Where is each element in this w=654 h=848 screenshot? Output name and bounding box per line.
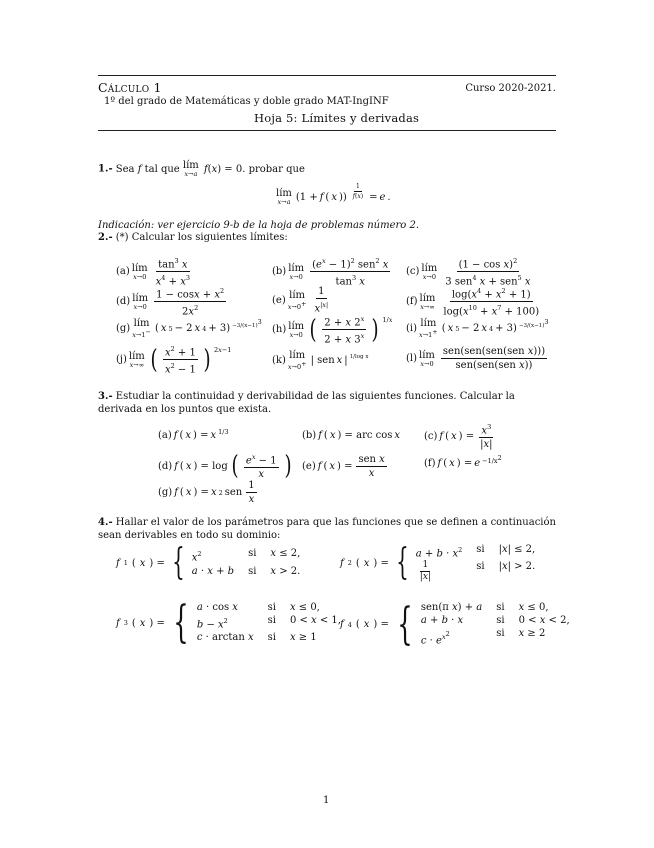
limit-e: (e) lím x→0+ $\frac{1}{x^{|x|}}$ bbox=[272, 286, 329, 315]
limit-b: (b) lím x→0 $\frac{(e^x - 1)^2 sen^2 x}{\tan^3 x}$ bbox=[272, 257, 389, 288]
function-3a: (a) f ( x ) = x $^{1/3}$ bbox=[158, 427, 229, 441]
course-title: Cálculo 1 bbox=[98, 80, 162, 95]
limit-k: (k) lím x→0+ | sen x | $^{1/log x}$ bbox=[272, 350, 369, 372]
header-bottom-rule bbox=[98, 130, 556, 131]
problem-1-statement bbox=[98, 160, 305, 178]
problem-1-number: 1.- bbox=[98, 163, 113, 175]
problem-2-text: (*) Calcular los siguientes límites: bbox=[115, 232, 288, 243]
limit-h: (h) lím x→0 ( $\frac{2 + x 2^x}{2 + x 3^x}$ ) $^{1/x}$ bbox=[272, 314, 393, 346]
page-number: 1 bbox=[323, 795, 330, 806]
limit-c: (c) lím x→0 $\frac{(1 - \cos x)^2}{3 sen^4 x + sen^5 x}$ bbox=[406, 257, 531, 288]
problem-3-statement bbox=[98, 390, 556, 416]
limit-g: (g) lím x→1− ( x 5 − 2 x 4 + 3) $^{-3/(x-1)^3}$ bbox=[116, 318, 262, 340]
problem-2-statement bbox=[98, 232, 288, 243]
degree-line: 1º del grado de Matemáticas y doble grado MAT-IngINF bbox=[104, 96, 389, 107]
function-3e: (e) f ( x ) = $\frac{\text{sen x}}{x}$ bbox=[302, 454, 385, 479]
header-top-rule bbox=[98, 75, 556, 76]
function-3c: (c) f ( x ) = $\frac{x^3}{|x|}$ bbox=[424, 423, 493, 451]
sheet-title: Hoja 5: Límites y derivadas bbox=[254, 111, 420, 125]
problem-3-text: Estudiar la continuidad y derivabilidad de las siguientes funciones. Calcular la derivada en los puntos que exista. bbox=[98, 391, 515, 415]
limit-j: (j) lím x→∞ ( $\frac{x^2 + 1}{x^2 - 1}$ ) $^{2x -1}$ bbox=[116, 344, 232, 376]
problem-3-number: 3.- bbox=[98, 391, 113, 402]
limit-f: (f) lím x→∞ $\frac{\log(x^4 + x^2 + 1)}{\log(x^{10} + x^7 + 100)}$ bbox=[406, 287, 540, 318]
course-year: Curso 2020-2021. bbox=[465, 83, 556, 94]
limit-l: (l) lím x→0 $\frac{\text{sen(sen(sen(sen x)))}}{\text{sen(sen(sen x))}}$ bbox=[406, 346, 546, 371]
function-f1: f 1 ( x ) = { $x^2$ si x ≤ 2, a · x + b si x > 2. bbox=[116, 542, 301, 583]
function-f2: f 2 ( x ) = { $a + b \cdot x^2$ si |x| ≤ 2, $\frac{1}{|x|}$ si |x| > 2. bbox=[340, 542, 536, 584]
problem-1-hint: Indicación: ver ejercicio 9-b de la hoja de problemas número 2. bbox=[98, 220, 420, 231]
limit-d: (d) lím x→0 $\frac{1 - \cos x + x^2}{2x^2}$ bbox=[116, 287, 225, 318]
function-3d: (d) f ( x ) = log ( $\frac{e^x - 1}{x}$ ) bbox=[158, 451, 292, 482]
function-3f: (f) f ( x ) = e $^{-1/x^2}$ bbox=[424, 454, 502, 470]
function-f3: f 3 ( x ) = { a · cos x si x ≤ 0, $b - x^2$ si 0 < x < 1, c · arctan x si x ≥ 1 bbox=[116, 597, 341, 649]
problem-2-number: 2.- bbox=[98, 232, 113, 243]
problem-4-statement bbox=[98, 516, 556, 542]
function-3g: (g) f ( x ) = x 2 sen $\frac{1}{x}$ bbox=[158, 480, 255, 505]
problem-1-text: Sea f tal que lím x→a f(x) = 0. probar que bbox=[115, 160, 305, 178]
limit-a: (a) lím x→0 $\frac{\tan^3 x}{x^4 + x^3}$ bbox=[116, 257, 190, 288]
limit-i: (i) lím x→1+ ( x 5 − 2 x 4 + 3) $^{-3/(x-1)^3}$ bbox=[406, 318, 549, 340]
problem-4-number: 4.- bbox=[98, 517, 113, 528]
problem-4-text: Hallar el valor de los parámetros para que las funciones que se definen a continuación sean derivables en todo su dominio: bbox=[98, 517, 556, 541]
problem-1-formula: lím x→a (1 + f ( x )) $^{\frac{1}{f(x)}}$ = e . bbox=[276, 182, 391, 206]
function-f4: f 4 ( x ) = { sen(π x) + a si x ≤ 0, a + b · x si 0 < x < 2, $c \cdot e^{x^2}$ si x ≥ 2 bbox=[340, 598, 570, 650]
function-3b: (b) f ( x ) = arc cos x bbox=[302, 430, 401, 441]
